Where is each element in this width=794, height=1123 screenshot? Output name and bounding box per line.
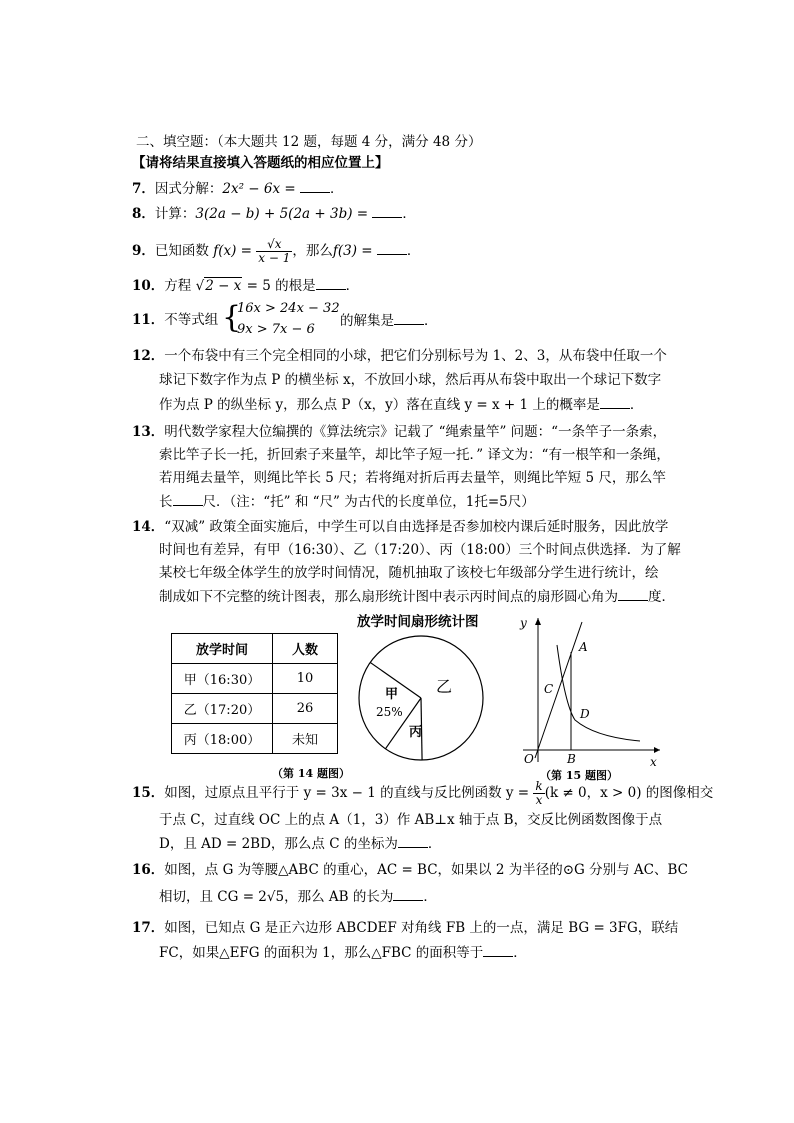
question-line: 长: [159, 494, 173, 510]
math-expression: f(3) =: [332, 243, 373, 259]
question-13: [132, 423, 666, 441]
fraction-denominator: x − 1: [258, 251, 291, 265]
fraction-numerator: k: [535, 779, 543, 793]
question-line: 明代数学家程大位编撰的《算法统宗》记载了 “绳索量竿” 问题：“一条竿子一条索，: [164, 424, 667, 440]
question-number: 11．: [132, 312, 165, 328]
question-text: 已知函数: [154, 243, 209, 259]
figure-caption-15: （第 15 题图）: [540, 769, 618, 782]
axis-label-x: x: [650, 755, 657, 769]
answer-blank: [394, 311, 424, 325]
question-9: 9．已知函数 f(x) = $\frac{√x}{x - 1}$ ，那么f(3) = ．: [132, 237, 421, 265]
answer-blank: [618, 587, 648, 601]
table-row: [172, 664, 338, 694]
table-cell: 乙（17:20）: [172, 694, 273, 724]
question-line: 一个布袋中有三个完全相同的小球，把它们分别标号为 1、2、3，从布袋中任取一个: [164, 348, 667, 364]
slice-label-jia: 甲: [385, 687, 399, 702]
figure-caption-14: （第 14 题图）: [272, 767, 350, 780]
inequality-2: 9x > 7x − 6: [237, 322, 315, 337]
question-17: [132, 919, 678, 937]
table-header-row: [172, 634, 338, 664]
fraction-numerator: √x: [256, 238, 292, 252]
question-line: 作为点 P 的纵坐标 y，那么点 P（x，y）落在直线 y = x + 1 上的概率是: [159, 397, 600, 413]
brace: {: [222, 300, 242, 335]
answer-blank: [300, 179, 330, 193]
table-cell: 丙（18:00）: [172, 724, 273, 754]
table-row: [172, 724, 338, 754]
question-11-tail: 的解集是 ．: [340, 313, 438, 329]
question-number: 12．: [132, 348, 165, 364]
point-label-o: O: [524, 752, 534, 766]
fraction: [533, 780, 544, 807]
table-cell: 26: [273, 694, 338, 724]
math-expression: 3(2a − b) + 5(2a + 3b) =: [195, 206, 369, 222]
question-13-last: [159, 492, 535, 511]
question-line: 相切，且 CG = 2√5，那么 AB 的长为: [159, 889, 394, 905]
question-16: [132, 861, 688, 879]
question-number: 13．: [132, 424, 165, 440]
question-14-last: [159, 587, 675, 606]
point-label-d: D: [580, 707, 590, 721]
slice-label-bing: 丙: [409, 725, 423, 740]
question-line: 某校七年级全体学生的放学时间情况，随机抽取了该校七年级部分学生进行统计，绘: [159, 565, 659, 581]
question-text: 不等式组: [164, 312, 219, 328]
question-line: 于点 C，过直线 OC 上的点 A（1，3）作 AB⊥x 轴于点 B，交反比例函数图像于点: [159, 812, 663, 828]
question-line: 如图，已知点 G 是正六边形 ABCDEF 对角线 FB 上的一点，满足 BG = 3FG，联结: [164, 920, 679, 936]
pie-chart: [356, 633, 486, 763]
question-line: 度．: [648, 589, 675, 605]
question-line: 球记下数字作为点 P 的横坐标 x，不放回小球，然后再从布袋中取出一个球记下数字: [159, 372, 662, 388]
answer-blank: [316, 276, 346, 290]
question-line: D，且 AD = 2BD，那么点 C 的坐标为: [159, 836, 398, 852]
answer-blank: [393, 887, 423, 901]
answer-blank: [372, 204, 402, 218]
question-line: (k ≠ 0，x > 0) 的图像相交: [544, 785, 714, 801]
question-7: 7．因式分解：2x² − 6x = ．: [132, 181, 344, 197]
question-12-last: 作为点 P 的纵坐标 y，那么点 P（x，y）落在直线 y = x + 1 上的概率是 ．: [159, 397, 644, 413]
question-number: 14．: [132, 519, 165, 535]
point-label-c: C: [544, 682, 554, 696]
stats-table: [171, 633, 338, 754]
table-header: 人数: [273, 634, 338, 664]
question-15: [132, 778, 713, 808]
question-line: 时间也有差异，有甲（16:30）、乙（17:20）、丙（18:00）三个时间点供选择．为了解: [159, 542, 681, 558]
question-text: 因式分解：: [154, 181, 223, 197]
table-cell: 甲（16:30）: [172, 664, 273, 694]
question-number: 15．: [132, 785, 165, 801]
question-10: 10．方程 √2 − x = 5 的根是 ．: [132, 278, 360, 294]
line-oc: [535, 622, 582, 758]
question-8: 8．计算：3(2a − b) + 5(2a + 3b) = ．: [132, 206, 416, 222]
question-15-last: D，且 AD = 2BD，那么点 C 的坐标为 ．: [159, 836, 442, 852]
sqrt-expression: 2 − x: [205, 278, 242, 294]
point-label-b: B: [567, 752, 576, 766]
question-text: 计算：: [154, 206, 196, 222]
answer-blank: [377, 241, 407, 255]
question-11-label: [132, 311, 218, 329]
question-line: 如图，点 G 为等腰△ABC 的重心，AC = BC，如果以 2 为半径的⊙G 分别与 AC、BC: [164, 862, 688, 878]
math-expression: 2x² − 6x =: [222, 181, 296, 197]
question-number: 8．: [132, 206, 155, 222]
question-line: 若用绳去量竿，则绳比竿长 5 尺；若将绳对折后再去量竿，则绳比竿短 5 尺，那么竿: [159, 470, 666, 486]
question-line: “双减” 政策全面实施后，中学生可以自由选择是否参加校内课后延时服务，因此放学: [164, 519, 669, 535]
function-graph: [515, 610, 665, 770]
question-line: 制成如下不完整的统计图表，那么扇形统计图中表示丙时间点的扇形圆心角为: [159, 589, 618, 605]
axis-label-y: y: [520, 616, 527, 630]
question-number: 9．: [132, 243, 155, 259]
question-17-last: FC，如果△EFG 的面积为 1，那么△FBC 的面积等于 ．: [159, 945, 527, 961]
question-number: 7．: [132, 181, 155, 197]
question-text: ，那么: [292, 243, 333, 259]
section-instruction: 【请将结果直接填入答题纸的相应位置上】: [132, 155, 389, 171]
answer-blank: [483, 943, 513, 957]
table-header: 放学时间: [172, 634, 273, 664]
y-axis-arrow-icon: [535, 618, 541, 625]
fraction: [256, 238, 292, 265]
answer-blank: [398, 834, 428, 848]
question-line: FC，如果△EFG 的面积为 1，那么△FBC 的面积等于: [159, 945, 484, 961]
answer-blank: [600, 395, 630, 409]
question-12: [132, 347, 667, 365]
math-expression: f(x) =: [213, 243, 252, 259]
fraction-denominator: x: [535, 793, 543, 807]
slice-percent-jia: 25%: [376, 705, 403, 719]
point-label-a: A: [579, 640, 588, 654]
question-text: 的解集是: [340, 313, 394, 329]
answer-blank: [173, 492, 203, 506]
question-line: 索比竿子长一托，折回索子来量竿，却比竿子短一托．” 译文为：“有一根竿和一条绳，: [159, 447, 670, 463]
inequality-1: 16x > 24x − 32: [237, 301, 340, 316]
question-line: 如图，过原点且平行于 y = 3x − 1 的直线与反比例函数 y =: [164, 785, 530, 801]
question-number: 10．: [132, 278, 165, 294]
slice-label-yi: 乙: [436, 677, 453, 696]
question-16-last: 相切，且 CG = 2√5，那么 AB 的长为 ．: [159, 889, 437, 905]
question-text: = 5 的根是: [246, 278, 316, 294]
question-text: 方程: [164, 278, 192, 294]
section-title: 二、填空题：（本大题共 12 题，每题 4 分，满分 48 分）: [136, 134, 482, 150]
table-cell: 10: [273, 664, 338, 694]
chart-title: 放学时间扇形统计图: [357, 614, 479, 630]
question-number: 17．: [132, 920, 165, 936]
question-line: 尺．（注：“托” 和 “尺” 为古代的长度单位，1托=5尺）: [202, 494, 535, 510]
question-14: [132, 518, 668, 536]
table-cell: 未知: [273, 724, 338, 754]
table-row: [172, 694, 338, 724]
question-number: 16．: [132, 862, 165, 878]
